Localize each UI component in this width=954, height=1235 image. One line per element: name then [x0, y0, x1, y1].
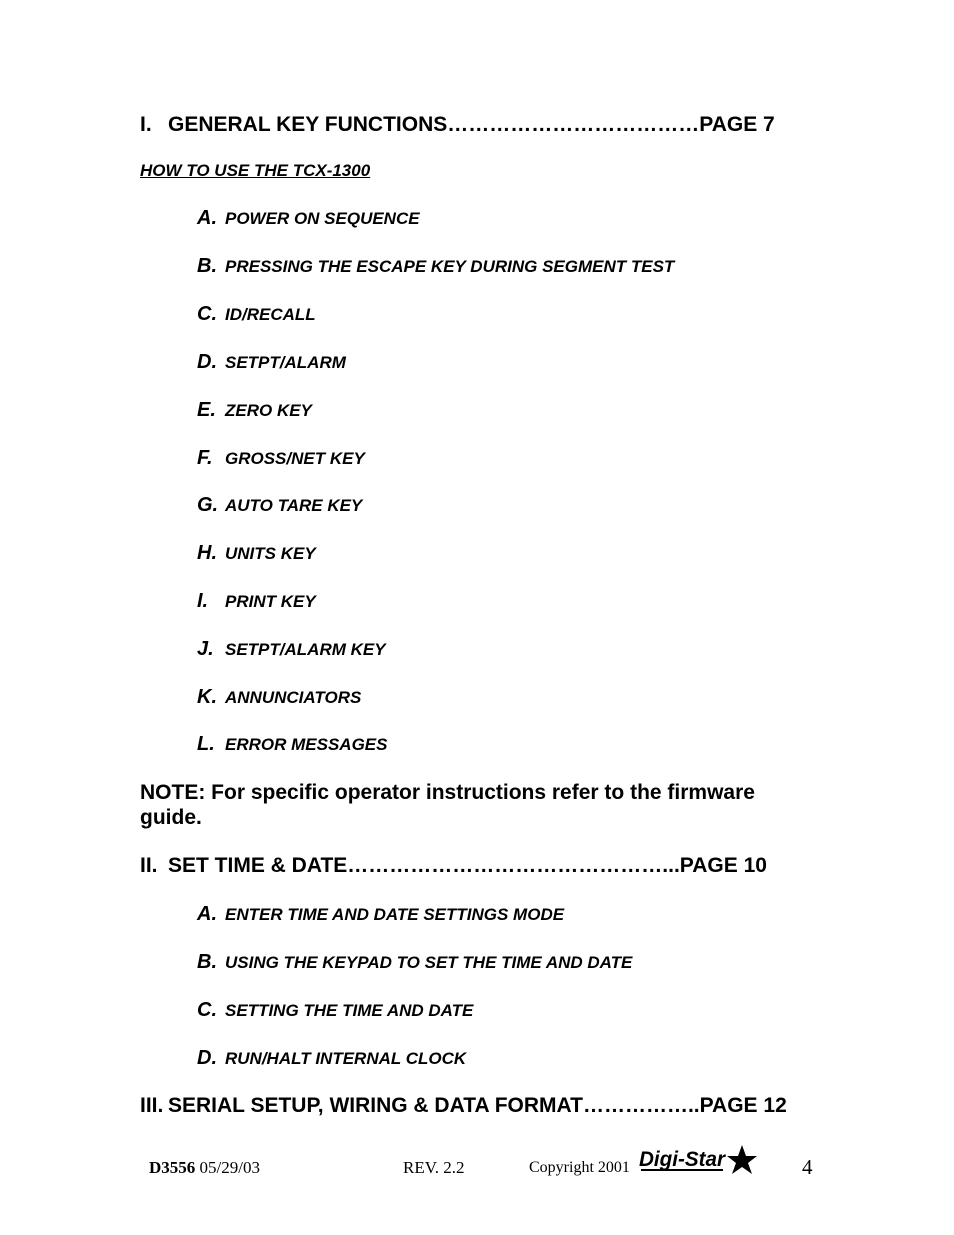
item-label: SETPT/ALARM — [225, 353, 346, 372]
item-label: AUTO TARE KEY — [225, 496, 363, 515]
toc-item — [197, 999, 473, 1023]
item-label: USING THE KEYPAD TO SET THE TIME AND DATE — [225, 953, 633, 972]
item-label: ENTER TIME AND DATE SETTINGS MODE — [225, 905, 565, 924]
section-number: I. — [140, 113, 152, 136]
item-letter: A. — [197, 903, 217, 925]
item-letter: D. — [197, 1047, 217, 1069]
item-letter: J. — [197, 638, 214, 660]
star-icon — [637, 1143, 759, 1177]
toc-item — [197, 255, 674, 279]
doc-code: D3556 — [149, 1158, 196, 1177]
item-letter: B. — [197, 951, 217, 973]
section-title: GENERAL KEY FUNCTIONS………………………………PAGE 7 — [168, 113, 775, 136]
toc-item — [197, 351, 346, 375]
item-label: RUN/HALT INTERNAL CLOCK — [225, 1049, 467, 1068]
toc-item — [197, 1047, 466, 1071]
toc-item — [197, 638, 386, 662]
svg-text:Digi-Star: Digi-Star — [639, 1148, 727, 1171]
toc-item — [197, 590, 316, 614]
item-label: POWER ON SEQUENCE — [225, 209, 420, 228]
item-label: SETPT/ALARM KEY — [225, 640, 386, 659]
toc-item — [197, 903, 564, 927]
item-letter: D. — [197, 351, 217, 373]
item-letter: K. — [197, 686, 217, 708]
item-label: SETTING THE TIME AND DATE — [225, 1001, 474, 1020]
section-title: SERIAL SETUP, WIRING & DATA FORMAT……………..PAGE 12 — [168, 1094, 787, 1117]
item-label: ANNUNCIATORS — [225, 688, 362, 707]
copyright: Copyright 2001 — [529, 1159, 630, 1176]
doc-date: 05/29/03 — [199, 1158, 260, 1177]
toc-item — [197, 303, 316, 327]
toc-item — [197, 207, 420, 231]
note-text: NOTE: For specific operator instructions refer to the firmware guide. — [140, 781, 755, 829]
item-label: PRESSING THE ESCAPE KEY DURING SEGMENT TEST — [225, 257, 675, 276]
toc-section-3 — [140, 1094, 787, 1118]
section-number: II. — [140, 854, 158, 877]
item-letter: C. — [197, 303, 217, 325]
item-letter: H. — [197, 542, 217, 564]
item-letter: G. — [197, 494, 219, 516]
toc-section-1 — [140, 113, 775, 137]
item-label: GROSS/NET KEY — [225, 449, 365, 468]
item-letter: E. — [197, 399, 216, 421]
digi-star-logo — [637, 1143, 759, 1177]
toc-item — [197, 494, 362, 518]
toc-item — [197, 686, 361, 710]
section-title: SET TIME & DATE………………………………………...PAGE 10 — [168, 854, 767, 877]
item-label: UNITS KEY — [225, 544, 316, 563]
page-number: 4 — [802, 1155, 813, 1179]
toc-item — [197, 399, 312, 423]
section-number: III. — [140, 1094, 164, 1117]
item-letter: I. — [197, 590, 209, 612]
item-letter: C. — [197, 999, 217, 1021]
item-label: ERROR MESSAGES — [225, 735, 388, 754]
item-letter: B. — [197, 255, 217, 277]
footer-doc-info — [149, 1158, 260, 1178]
item-letter: L. — [197, 733, 215, 755]
toc-item — [197, 951, 632, 975]
item-label: ID/RECALL — [225, 305, 316, 324]
toc-section-2 — [140, 854, 767, 878]
item-label: ZERO KEY — [225, 401, 312, 420]
item-letter: A. — [197, 207, 217, 229]
subheading: HOW TO USE THE TCX-1300 — [140, 161, 371, 180]
item-letter: F. — [197, 447, 213, 469]
toc-item — [197, 542, 316, 566]
revision: REV. 2.2 — [403, 1158, 465, 1177]
item-label: PRINT KEY — [225, 592, 316, 611]
toc-item — [197, 447, 365, 471]
toc-item — [197, 733, 387, 757]
